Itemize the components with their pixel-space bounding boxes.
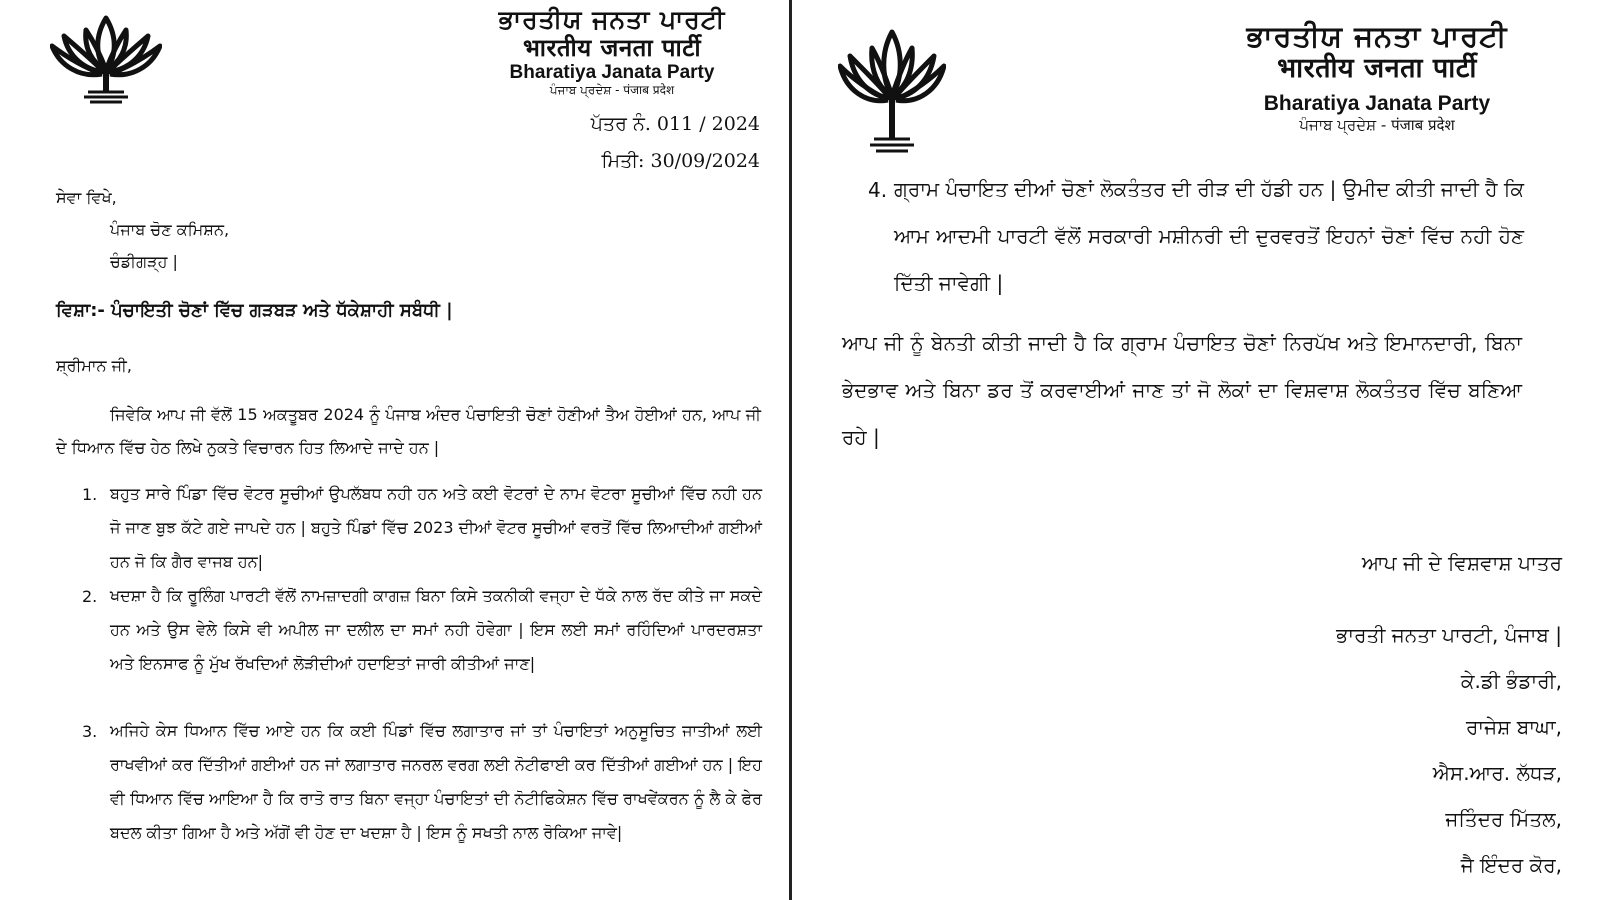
address-line: ਸੇਵਾ ਵਿਖੇ, (56, 188, 117, 207)
signatory: ਰਾਜੇਸ਼ ਬਾਘਾ, (1465, 715, 1562, 739)
salutation: ਸ਼੍ਰੀਮਾਨ ਜੀ, (56, 356, 132, 375)
point-text: ਬਹੁਤ ਸਾਰੇ ਪਿੰਡਾ ਵਿੱਚ ਵੋਟਰ ਸੂਚੀਆਂ ਉਪਲੱਬਧ ਨਹੀ ਹਨ ਅਤੇ ਕਈ ਵੋਟਰਾਂ ਦੇ ਨਾਮ ਵੋਟਰਾ ਸੂਚੀਆਂ ਵਿੱਚ ਨਹੀ ਹਨ ਜੋ ਜਾਣ ਬੁਝ ਕੱਟੇ ਗਏ ਜਾਪਦੇ ਹਨ | ਬਹੁਤੇ ਪਿੰਡਾਂ ਵਿੱਚ 2023 ਦੀਆਂ ਵੋਟਰ ਸੂਚੀਆਂ ਵਰਤੋਂ ਵਿੱਚ ਲਿਆਦੀਆਂ ਗਈਆਂ ਹਨ ਜੋ ਕਿ ਗੈਰ ਵਾਜਬ ਹਨ| (110, 484, 762, 571)
party-name-hindi: भारतीय जनता पार्टी (1277, 53, 1477, 85)
letter-subject: ਵਿਸ਼ਾ:- ਪੰਚਾਇਤੀ ਚੋਣਾਂ ਵਿੱਚ ਗੜਬੜ ਅਤੇ ਧੱਕੇਸ਼ਾਹੀ ਸਬੰਧੀ | (56, 300, 453, 321)
party-state: ਪੰਜਾਬ ਪ੍ਰਦੇਸ਼ - पंजाब प्रदेश (549, 83, 675, 98)
signature-block (1336, 540, 1562, 888)
point-text: ਗ੍ਰਾਮ ਪੰਚਾਇਤ ਦੀਆਂ ਚੋਣਾਂ ਲੋਕਤੰਤਰ ਦੀ ਰੀੜ ਦੀ ਹੱਡੀ ਹਨ | ਉਮੀਦ ਕੀਤੀ ਜਾਦੀ ਹੈ ਕਿ ਆਮ ਆਦਮੀ ਪਾਰਟੀ ਵੱਲੋਂ ਸਰਕਾਰੀ ਮਸ਼ੀਨਰੀ ਦੀ ਦੁਰਵਰਤੋਂ ਇਹਨਾਂ ਚੋਣਾਂ ਵਿੱਚ ਨਹੀ ਹੋਣ ਦਿੱਤੀ ਜਾਵੇਗੀ | (894, 177, 1524, 295)
page-divider (789, 0, 792, 900)
point-text: ਅਜਿਹੇ ਕੇਸ ਧਿਆਨ ਵਿੱਚ ਆਏ ਹਨ ਕਿ ਕਈ ਪਿੰਡਾਂ ਵਿੱਚ ਲਗਾਤਾਰ ਜਾਂ ਤਾਂ ਪੰਚਾਇਤਾਂ ਅਨੁਸੂਚਿਤ ਜਾਤੀਆਂ ਲਈ ਰਾਖਵੀਆਂ ਕਰ ਦਿੱਤੀਆਂ ਗਈਆਂ ਹਨ ਜਾਂ ਲਗਾਤਾਰ ਜਨਰਲ ਵਰਗ ਲਈ ਨੋਟੀਫਾਈ ਕਰ ਦਿੱਤੀਆਂ ਗਈਆਂ ਹਨ | ਇਹ ਵੀ ਧਿਆਨ ਵਿੱਚ ਆਇਆ ਹੈ ਕਿ ਰਾਤੋ ਰਾਤ ਬਿਨਾ ਵਜ੍ਹਾ ਪੰਚਾਇਤਾਂ ਦੀ ਨੋਟੀਫਿਕੇਸ਼ਨ ਵਿੱਚ ਰਾਖਵੇਂਕਰਨ ਨੂੰ ਲੈ ਕੇ ਫੇਰ ਬਦਲ ਕੀਤਾ ਗਿਆ ਹੈ ਅਤੇ ਅੱਗੋਂ ਵੀ ਹੋਣ ਦਾ ਖਦਸ਼ਾ ਹੈ | ਇਸ ਨੂੰ ਸਖਤੀ ਨਾਲ ਰੋਕਿਆ ਜਾਵੇ| (110, 721, 762, 842)
letter-date: ਮਿਤੀ: 30/09/2024 (601, 150, 760, 172)
signatory: ਐਸ.ਆਰ. ਲੱਧੜ, (1432, 761, 1562, 785)
party-name-english: Bharatiya Janata Party (1263, 92, 1491, 116)
intro-paragraph: ਜਿਵੇਕਿ ਆਪ ਜੀ ਵੱਲੋਂ 15 ਅਕਤੂਬਰ 2024 ਨੂੰ ਪੰਜਾਬ ਅੰਦਰ ਪੰਚਾਇਤੀ ਚੋਣਾਂ ਹੋਣੀਆਂ ਤੈਅ ਹੋਈਆਂ ਹਨ, ਆਪ ਜੀ ਦੇ ਧਿਆਨ ਵਿੱਚ ਹੇਠ ਲਿਖੇ ਨੁਕਤੇ ਵਿਚਾਰਨ ਹਿਤ ਲਿਆਦੇ ਜਾਦੇ ਹਨ | (56, 405, 761, 457)
bjp-lotus-logo (50, 8, 162, 106)
point-text: ਖਦਸ਼ਾ ਹੈ ਕਿ ਰੂਲਿੰਗ ਪਾਰਟੀ ਵੱਲੋਂ ਨਾਮਜ਼ਾਦਗੀ ਕਾਗਜ਼ ਬਿਨਾ ਕਿਸੇ ਤਕਨੀਕੀ ਵਜ੍ਹਾ ਦੇ ਧੱਕੇ ਨਾਲ ਰੱਦ ਕੀਤੇ ਜਾ ਸਕਦੇ ਹਨ ਅਤੇ ਉਸ ਵੇਲੇ ਕਿਸੇ ਵੀ ਅਪੀਲ ਜਾ ਦਲੀਲ ਦਾ ਸਮਾਂ ਨਹੀ ਹੋਵੇਗਾ | ਇਸ ਲਈ ਸਮਾਂ ਰਹਿੰਦਿਆਂ ਪਾਰਦਰਸ਼ਤਾ ਅਤੇ ਇਨਸਾਫ ਨੂੰ ਮੁੱਖ ਰੱਖਦਿਆਂ ਲੋੜੀਦੀਆਂ ਹਦਾਇਤਾਂ ਜਾਰੀ ਕੀਤੀਆਂ ਜਾਣ| (110, 586, 762, 673)
request-paragraph: ਆਪ ਜੀ ਨੂੰ ਬੇਨਤੀ ਕੀਤੀ ਜਾਦੀ ਹੈ ਕਿ ਗ੍ਰਾਮ ਪੰਚਾਇਤ ਚੋਣਾਂ ਨਿਰਪੱਖ ਅਤੇ ਇਮਾਨਦਾਰੀ, ਬਿਨਾ ਭੇਦਭਾਵ ਅਤੇ ਬਿਨਾ ਡਰ ਤੋਂ ਕਰਵਾਈਆਂ ਜਾਣ ਤਾਂ ਜੋ ਲੋਕਾਂ ਦਾ ਵਿਸ਼ਵਾਸ਼ ਲੋਕਤੰਤਰ ਵਿੱਚ ਬਣਿਆ ਰਹੇ | (842, 331, 1522, 449)
signatory: ਕੇ.ਡੀ ਭੰਡਾਰੀ, (1460, 669, 1562, 693)
letterhead (1242, 20, 1512, 134)
address-line: ਚੰਡੀਗੜ੍ਹ | (110, 252, 178, 271)
signatory: ਜੈ ਇੰਦਰ ਕੋਰ, (1460, 853, 1562, 877)
address-line: ਪੰਜਾਬ ਚੋਣ ਕਮਿਸ਼ਨ, (110, 220, 230, 239)
party-name-punjabi: ਭਾਰਤੀਯ ਜਨਤਾ ਪਾਰਟੀ (1246, 19, 1508, 53)
party-name-english: Bharatiya Janata Party (509, 62, 715, 84)
letter-page-1 (0, 0, 790, 900)
point-number: 1. (82, 485, 98, 504)
point-number: 4. (868, 178, 888, 202)
signatory: ਭਾਰਤੀ ਜਨਤਾ ਪਾਰਟੀ, ਪੰਜਾਬ | (1336, 623, 1562, 647)
bjp-lotus-logo (838, 22, 946, 158)
party-name-punjabi: ਭਾਰਤੀਯ ਜਨਤਾ ਪਾਰਟੀ (498, 5, 726, 34)
signatory: ਜਤਿੰਦਰ ਮਿੱਤਲ, (1445, 807, 1562, 831)
party-name-hindi: भारतीय जनता पार्टी (522, 33, 702, 62)
letterhead (482, 6, 742, 98)
closing-line: ਆਪ ਜੀ ਦੇ ਵਿਸ਼ਵਾਸ਼ ਪਾਤਰ (1361, 551, 1562, 575)
point-number: 2. (82, 587, 98, 606)
letter-page-2 (793, 0, 1600, 900)
point-number: 3. (82, 722, 98, 741)
letter-number: ਪੱਤਰ ਨੰ. 011 / 2024 (590, 113, 760, 135)
party-state: ਪੰਜਾਬ ਪ੍ਰਦੇਸ਼ - पंजाब प्रदेश (1299, 115, 1455, 134)
